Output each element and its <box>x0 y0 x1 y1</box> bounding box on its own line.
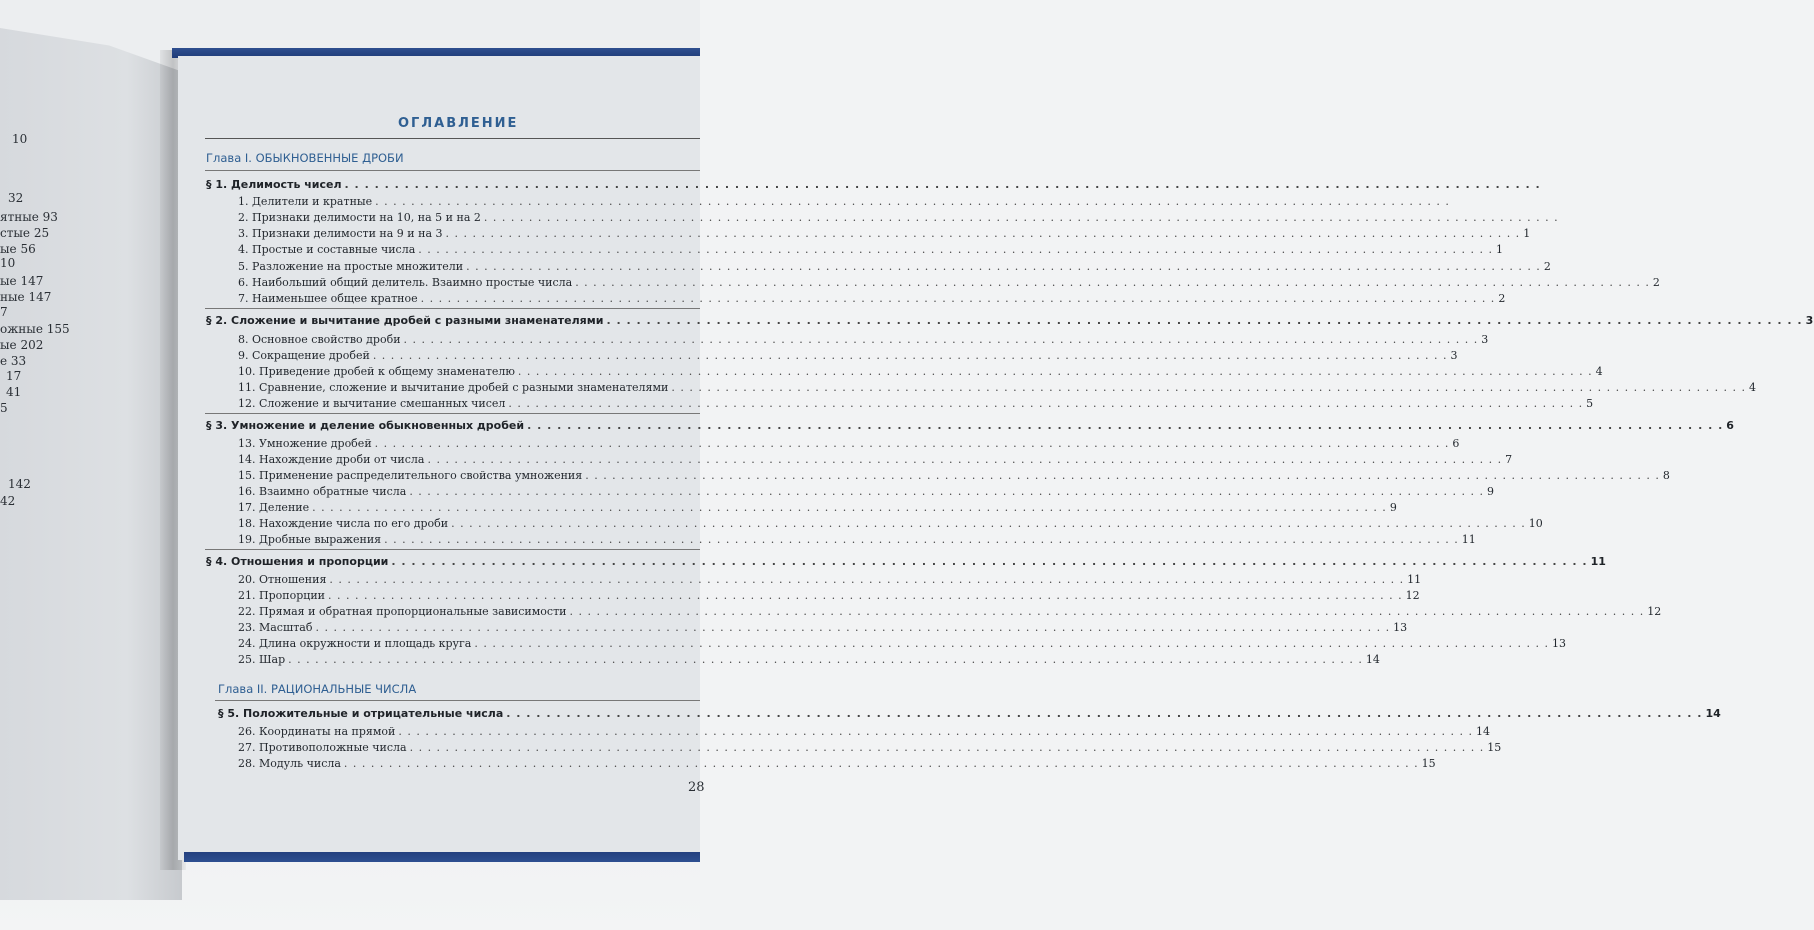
toc-item-entry <box>238 195 1450 209</box>
toc-leader-dots: . . . . . . . . . . . . . . . . . . . . . . . . . . . . . . . . . . . . . . . . . . . . . . . . . . . . . . . . . . . . . . . . . . . . . . . . . . . . . . . . . . . . . . . . . . . . . . . . . . . . . . . . . . . . . . . . . . . . . . . . <box>315 621 1391 634</box>
toc-item-entry <box>238 469 1670 483</box>
chapter-2-heading <box>218 682 416 696</box>
toc-item-entry <box>238 349 1458 363</box>
toc-entry-page: 14 <box>1705 707 1721 720</box>
toc-entry-page: 6 <box>1726 419 1734 432</box>
toc-item-entry <box>238 381 1757 395</box>
left-page-line: ые 202 <box>0 338 44 352</box>
toc-entry-page: 5 <box>1586 397 1594 410</box>
toc-item-entry <box>238 397 1594 411</box>
page-number: 28 <box>688 780 705 795</box>
toc-entry-label: 5. Разложение на простые множители <box>238 260 464 273</box>
toc-item-entry <box>238 637 1567 651</box>
toc-section-entry <box>206 314 1814 328</box>
toc-entry-label: 9. Сокращение дробей <box>238 349 370 362</box>
toc-leader-dots: . . . . . . . . . . . . . . . . . . . . . . . . . . . . . . . . . . . . . . . . . . . . . . . . . . . . . . . . . . . . . . . . . . . . . . . . . . . . . . . . . . . . . . . . . . . . . . . . . . . . . . . . . . . . . . . . . . . . . . . . <box>374 437 1450 450</box>
toc-entry-page: 11 <box>1461 533 1476 546</box>
toc-entry-label: 26. Координаты на прямой <box>238 725 396 738</box>
toc-entry-page: 4 <box>1749 381 1757 394</box>
toc-item-entry <box>238 501 1397 515</box>
chapter-2-title: РАЦИОНАЛЬНЫЕ ЧИСЛА <box>271 682 417 696</box>
toc-entry-page: 2 <box>1652 276 1660 289</box>
toc-item-entry <box>238 605 1662 619</box>
toc-entry-page: 9 <box>1487 485 1494 498</box>
toc-entry-page: 11 <box>1407 573 1422 586</box>
toc-entry-label: 24. Длина окружности и площадь круга <box>238 637 472 650</box>
toc-section-entry <box>218 707 1721 721</box>
toc-entry-label: 1. Делители и кратные <box>238 195 373 208</box>
toc-heading: ОГЛАВЛЕНИЕ <box>398 116 519 131</box>
toc-leader-dots: . . . . . . . . . . . . . . . . . . . . . . . . . . . . . . . . . . . . . . . . . . . . . . . . . . . . . . . . . . . . . . . . . . . . . . . . . . . . . . . . . . . . . . . . . . . . . . . . . . . . . . . . . . . . . . . . . . . . . . . . <box>506 707 1703 720</box>
left-page-line: 42 <box>0 494 16 508</box>
left-page-line: 17 <box>6 369 22 383</box>
toc-entry-label: 4. Простые и составные числа <box>238 243 416 256</box>
toc-item-entry <box>238 517 1543 531</box>
toc-entry-label: § 4. Отношения и пропорции <box>206 555 389 568</box>
toc-entry-page: 2 <box>1543 260 1551 273</box>
toc-entry-label: 13. Умножение дробей <box>238 437 372 450</box>
toc-leader-dots: . . . . . . . . . . . . . . . . . . . . . . . . . . . . . . . . . . . . . . . . . . . . . . . . . . . . . . . . . . . . . . . . . . . . . . . . . . . . . . . . . . . . . . . . . . . . . . . . . . . . . . . . . . . . . . . . . . . . . . . . <box>474 637 1550 650</box>
toc-section-entry <box>206 419 1734 433</box>
section-4-rule <box>205 549 700 550</box>
toc-leader-dots: . . . . . . . . . . . . . . . . . . . . . . . . . . . . . . . . . . . . . . . . . . . . . . . . . . . . . . . . . . . . . . . . . . . . . . . . . . . . . . . . . . . . . . . . . . . . . . . . . . . . . . . . . . . . . . . . . . . . . . . . <box>329 573 1405 586</box>
toc-leader-dots: . . . . . . . . . . . . . . . . . . . . . . . . . . . . . . . . . . . . . . . . . . . . . . . . . . . . . . . . . . . . . . . . . . . . . . . . . . . . . . . . . . . . . . . . . . . . . . . . . . . . . . . . . . . . . . . . . . . . . . . . <box>445 227 1521 240</box>
heading-rule <box>205 138 700 139</box>
toc-leader-dots: . . . . . . . . . . . . . . . . . . . . . . . . . . . . . . . . . . . . . . . . . . . . . . . . . . . . . . . . . . . . . . . . . . . . . . . . . . . . . . . . . . . . . . . . . . . . . . . . . . . . . . . . . . . . . . . . . . . . . . . . <box>585 469 1660 482</box>
chapter-1-rule <box>205 170 700 171</box>
toc-leader-dots: . . . . . . . . . . . . . . . . . . . . . . . . . . . . . . . . . . . . . . . . . . . . . . . . . . . . . . . . . . . . . . . . . . . . . . . . . . . . . . . . . . . . . . . . . . . . . . . . . . . . . . . . . . . . . . . . . . . . . . . . <box>391 555 1588 568</box>
toc-leader-dots: . . . . . . . . . . . . . . . . . . . . . . . . . . . . . . . . . . . . . . . . . . . . . . . . . . . . . . . . . . . . . . . . . . . . . . . . . . . . . . . . . . . . . . . . . . . . . . . . . . . . . . . . . . . . . . . . . . . . . . . . <box>343 757 1419 770</box>
toc-leader-dots: . . . . . . . . . . . . . . . . . . . . . . . . . . . . . . . . . . . . . . . . . . . . . . . . . . . . . . . . . . . . . . . . . . . . . . . . . . . . . . . . . . . . . . . . . . . . . . . . . . . . . . . . . . . . . . . . . . . . . . . . <box>288 653 1363 666</box>
toc-leader-dots: . . . . . . . . . . . . . . . . . . . . . . . . . . . . . . . . . . . . . . . . . . . . . . . . . . . . . . . . . . . . . . . . . . . . . . . . . . . . . . . . . . . . . . . . . . . . . . . . . . . . . . . . . . . . . . . . . . . . . . . . <box>327 589 1403 602</box>
section-3-rule <box>205 413 700 414</box>
toc-entry-page: 6 <box>1452 437 1460 450</box>
left-page-line: стые 25 <box>0 226 50 240</box>
left-page-line: 7 <box>0 305 8 319</box>
chapter-2-rule <box>215 700 700 701</box>
toc-item-entry <box>238 573 1422 587</box>
toc-entry-page: 3 <box>1805 314 1814 327</box>
toc-item-entry <box>238 365 1603 379</box>
toc-section-entry <box>206 178 1541 192</box>
toc-leader-dots: . . . . . . . . . . . . . . . . . . . . . . . . . . . . . . . . . . . . . . . . . . . . . . . . . . . . . . . . . . . . . . . . . . . . . . . . . . . . . . . . . . . . . . . . . . . . . . . . . . . . . . . . . . . . . . . . . . . . . . . . <box>384 533 1459 546</box>
toc-entry-page: 8 <box>1662 469 1670 482</box>
toc-entry-label: 28. Модуль числа <box>238 757 341 770</box>
toc-leader-dots: . . . . . . . . . . . . . . . . . . . . . . . . . . . . . . . . . . . . . . . . . . . . . . . . . . . . . . . . . . . . . . . . . . . . . . . . . . . . . . . . . . . . . . . . . . . . . . . . . . . . . . . . . . . . . . . . . . . . . . . . <box>427 453 1503 466</box>
toc-leader-dots: . . . . . . . . . . . . . . . . . . . . . . . . . . . . . . . . . . . . . . . . . . . . . . . . . . . . . . . . . . . . . . . . . . . . . . . . . . . . . . . . . . . . . . . . . . . . . . . . . . . . . . . . . . . . . . . . . . . . . . . . <box>527 419 1724 432</box>
toc-entry-page: 12 <box>1405 589 1420 602</box>
left-page-line: 10 <box>12 132 28 146</box>
toc-entry-page: 11 <box>1590 555 1606 568</box>
toc-entry-page: 14 <box>1476 725 1491 738</box>
chapter-1-heading <box>206 151 404 165</box>
toc-entry-label: § 1. Делимость чисел <box>206 178 342 191</box>
toc-leader-dots: . . . . . . . . . . . . . . . . . . . . . . . . . . . . . . . . . . . . . . . . . . . . . . . . . . . . . . . . . . . . . . . . . . . . . . . . . . . . . . . . . . . . . . . . . . . . . . . . . . . . . . . . . . . . . . . . . . . . . . . . <box>409 485 1484 498</box>
toc-leader-dots: . . . . . . . . . . . . . . . . . . . . . . . . . . . . . . . . . . . . . . . . . . . . . . . . . . . . . . . . . . . . . . . . . . . . . . . . . . . . . . . . . . . . . . . . . . . . . . . . . . . . . . . . . . . . . . . . . . . . . . . . <box>483 211 1559 224</box>
toc-entry-label: § 2. Сложение и вычитание дробей с разными знаменателями <box>206 314 604 327</box>
toc-leader-dots: . . . . . . . . . . . . . . . . . . . . . . . . . . . . . . . . . . . . . . . . . . . . . . . . . . . . . . . . . . . . . . . . . . . . . . . . . . . . . . . . . . . . . . . . . . . . . . . . . . . . . . . . . . . . . . . . . . . . . . . . <box>420 292 1496 305</box>
toc-leader-dots: . . . . . . . . . . . . . . . . . . . . . . . . . . . . . . . . . . . . . . . . . . . . . . . . . . . . . . . . . . . . . . . . . . . . . . . . . . . . . . . . . . . . . . . . . . . . . . . . . . . . . . . . . . . . . . . . . . . . . . . . <box>517 365 1593 378</box>
chapter-1-title: ОБЫКНОВЕННЫЕ ДРОБИ <box>255 151 404 165</box>
toc-entry-page: 1 <box>1495 243 1503 256</box>
toc-leader-dots: . . . . . . . . . . . . . . . . . . . . . . . . . . . . . . . . . . . . . . . . . . . . . . . . . . . . . . . . . . . . . . . . . . . . . . . . . . . . . . . . . . . . . . . . . . . . . . . . . . . . . . . . . . . . . . . . . . . . . . . . <box>372 349 1448 362</box>
left-page-line: 32 <box>8 191 24 205</box>
left-page-line: ые 147 <box>0 274 44 288</box>
chapter-2-prefix: Глава II. <box>218 682 268 696</box>
toc-entry-page: 12 <box>1647 605 1662 618</box>
toc-leader-dots: . . . . . . . . . . . . . . . . . . . . . . . . . . . . . . . . . . . . . . . . . . . . . . . . . . . . . . . . . . . . . . . . . . . . . . . . . . . . . . . . . . . . . . . . . . . . . . . . . . . . . . . . . . . . . . . . . . . . . . . . <box>671 381 1747 394</box>
toc-item-entry <box>238 533 1476 547</box>
toc-leader-dots: . . . . . . . . . . . . . . . . . . . . . . . . . . . . . . . . . . . . . . . . . . . . . . . . . . . . . . . . . . . . . . . . . . . . . . . . . . . . . . . . . . . . . . . . . . . . . . . . . . . . . . . . . . . . . . . . . . . . . . . . <box>398 725 1474 738</box>
toc-entry-label: 18. Нахождение числа по его дроби <box>238 517 449 530</box>
toc-entry-label: 10. Приведение дробей к общему знаменателю <box>238 365 515 378</box>
left-page-line: ые 56 <box>0 242 36 256</box>
toc-entry-page: 7 <box>1505 453 1513 466</box>
toc-entry-page: 13 <box>1393 621 1408 634</box>
left-page-line: 41 <box>6 385 22 399</box>
toc-entry-page: 15 <box>1421 757 1436 770</box>
toc-item-entry <box>238 453 1513 467</box>
toc-entry-page: 3 <box>1450 349 1458 362</box>
toc-entry-label: 7. Наименьшее общее кратное <box>238 292 418 305</box>
toc-entry-page: 4 <box>1595 365 1603 378</box>
toc-entry-label: 16. Взаимно обратные числа <box>238 485 407 498</box>
toc-item-entry <box>238 260 1551 274</box>
toc-item-entry <box>238 485 1494 499</box>
toc-item-entry <box>238 589 1420 603</box>
toc-item-entry <box>238 437 1460 451</box>
toc-entry-label: 2. Признаки делимости на 10, на 5 и на 2 <box>238 211 481 224</box>
left-page-line: ятные 93 <box>0 210 58 224</box>
chapter-1-prefix: Глава I. <box>206 151 252 165</box>
toc-entry-page: 9 <box>1389 501 1397 514</box>
toc-entry-label: § 5. Положительные и отрицательные числа <box>218 707 504 720</box>
toc-entry-label: § 3. Умножение и деление обыкновенных дробей <box>206 419 525 432</box>
toc-leader-dots: . . . . . . . . . . . . . . . . . . . . . . . . . . . . . . . . . . . . . . . . . . . . . . . . . . . . . . . . . . . . . . . . . . . . . . . . . . . . . . . . . . . . . . . . . . . . . . . . . . . . . . . . . . . . . . . . . . . . . . . . <box>403 333 1479 346</box>
toc-entry-page: 10 <box>1528 517 1543 530</box>
left-page-line: ные 147 <box>0 290 52 304</box>
toc-item-entry <box>238 243 1503 257</box>
toc-item-entry <box>238 653 1380 667</box>
toc-item-entry <box>238 292 1506 306</box>
toc-entry-page: 13 <box>1552 637 1567 650</box>
left-page-line: е 33 <box>0 354 27 368</box>
toc-item-entry <box>238 757 1436 771</box>
left-page-line: ожные 155 <box>0 322 70 336</box>
toc-leader-dots: . . . . . . . . . . . . . . . . . . . . . . . . . . . . . . . . . . . . . . . . . . . . . . . . . . . . . . . . . . . . . . . . . . . . . . . . . . . . . . . . . . . . . . . . . . . . . . . . . . . . . . . . . . . . . . . . . . . . . . . . <box>375 195 1450 208</box>
toc-leader-dots: . . . . . . . . . . . . . . . . . . . . . . . . . . . . . . . . . . . . . . . . . . . . . . . . . . . . . . . . . . . . . . . . . . . . . . . . . . . . . . . . . . . . . . . . . . . . . . . . . . . . . . . . . . . . . . . . . . . . . . . . <box>575 276 1650 289</box>
toc-entry-label: 20. Отношения <box>238 573 327 586</box>
toc-entry-label: 22. Прямая и обратная пропорциональные зависимости <box>238 605 567 618</box>
toc-leader-dots: . . . . . . . . . . . . . . . . . . . . . . . . . . . . . . . . . . . . . . . . . . . . . . . . . . . . . . . . . . . . . . . . . . . . . . . . . . . . . . . . . . . . . . . . . . . . . . . . . . . . . . . . . . . . . . . . . . . . . . . . <box>312 501 1387 514</box>
toc-entry-page: 2 <box>1498 292 1506 305</box>
cover-edge-bottom <box>184 852 700 862</box>
toc-entry-label: 17. Деление <box>238 501 310 514</box>
toc-item-entry <box>238 276 1660 290</box>
toc-entry-label: 19. Дробные выражения <box>238 533 382 546</box>
toc-entry-label: 21. Пропорции <box>238 589 325 602</box>
toc-item-entry <box>238 741 1502 755</box>
toc-section-entry <box>206 555 1606 569</box>
toc-entry-label: 6. Наибольший общий делитель. Взаимно простые числа <box>238 276 573 289</box>
toc-entry-page: 1 <box>1523 227 1531 240</box>
toc-entry-label: 12. Сложение и вычитание смешанных чисел <box>238 397 506 410</box>
toc-entry-label: 23. Масштаб <box>238 621 313 634</box>
toc-entry-label: 15. Применение распределительного свойства умножения <box>238 469 583 482</box>
toc-item-entry <box>238 333 1489 347</box>
toc-leader-dots: . . . . . . . . . . . . . . . . . . . . . . . . . . . . . . . . . . . . . . . . . . . . . . . . . . . . . . . . . . . . . . . . . . . . . . . . . . . . . . . . . . . . . . . . . . . . . . . . . . . . . . . . . . . . . . . . . . . . . . . . <box>508 397 1584 410</box>
toc-entry-label: 27. Противоположные числа <box>238 741 407 754</box>
toc-item-entry <box>238 621 1408 635</box>
toc-entry-label: 25. Шар <box>238 653 286 666</box>
toc-item-entry <box>238 227 1531 241</box>
toc-leader-dots: . . . . . . . . . . . . . . . . . . . . . . . . . . . . . . . . . . . . . . . . . . . . . . . . . . . . . . . . . . . . . . . . . . . . . . . . . . . . . . . . . . . . . . . . . . . . . . . . . . . . . . . . . . . . . . . . . . . . . . . . <box>606 314 1803 327</box>
toc-entry-label: 3. Признаки делимости на 9 и на 3 <box>238 227 443 240</box>
toc-entry-label: 11. Сравнение, сложение и вычитание дробей с разными знаменателями <box>238 381 669 394</box>
left-page-line: 5 <box>0 401 8 415</box>
left-page-line: 10 <box>0 256 16 270</box>
toc-leader-dots: . . . . . . . . . . . . . . . . . . . . . . . . . . . . . . . . . . . . . . . . . . . . . . . . . . . . . . . . . . . . . . . . . . . . . . . . . . . . . . . . . . . . . . . . . . . . . . . . . . . . . . . . . . . . . . . . . . . . . . . . <box>418 243 1493 256</box>
left-page <box>0 28 182 900</box>
toc-leader-dots: . . . . . . . . . . . . . . . . . . . . . . . . . . . . . . . . . . . . . . . . . . . . . . . . . . . . . . . . . . . . . . . . . . . . . . . . . . . . . . . . . . . . . . . . . . . . . . . . . . . . . . . . . . . . . . . . . . . . . . . . <box>451 517 1526 530</box>
toc-entry-label: 8. Основное свойство дроби <box>238 333 401 346</box>
left-page-line: 142 <box>8 477 31 491</box>
toc-entry-label: 14. Нахождение дроби от числа <box>238 453 425 466</box>
toc-leader-dots: . . . . . . . . . . . . . . . . . . . . . . . . . . . . . . . . . . . . . . . . . . . . . . . . . . . . . . . . . . . . . . . . . . . . . . . . . . . . . . . . . . . . . . . . . . . . . . . . . . . . . . . . . . . . . . . . . . . . . . . . <box>344 178 1541 191</box>
toc-entry-page: 3 <box>1481 333 1489 346</box>
toc-leader-dots: . . . . . . . . . . . . . . . . . . . . . . . . . . . . . . . . . . . . . . . . . . . . . . . . . . . . . . . . . . . . . . . . . . . . . . . . . . . . . . . . . . . . . . . . . . . . . . . . . . . . . . . . . . . . . . . . . . . . . . . . <box>409 741 1485 754</box>
section-2-rule <box>205 308 700 309</box>
toc-leader-dots: . . . . . . . . . . . . . . . . . . . . . . . . . . . . . . . . . . . . . . . . . . . . . . . . . . . . . . . . . . . . . . . . . . . . . . . . . . . . . . . . . . . . . . . . . . . . . . . . . . . . . . . . . . . . . . . . . . . . . . . . <box>569 605 1645 618</box>
toc-item-entry <box>238 211 1559 225</box>
toc-item-entry <box>238 725 1491 739</box>
toc-entry-page: 15 <box>1487 741 1502 754</box>
toc-leader-dots: . . . . . . . . . . . . . . . . . . . . . . . . . . . . . . . . . . . . . . . . . . . . . . . . . . . . . . . . . . . . . . . . . . . . . . . . . . . . . . . . . . . . . . . . . . . . . . . . . . . . . . . . . . . . . . . . . . . . . . . . <box>466 260 1541 273</box>
toc-entry-page: 14 <box>1365 653 1380 666</box>
